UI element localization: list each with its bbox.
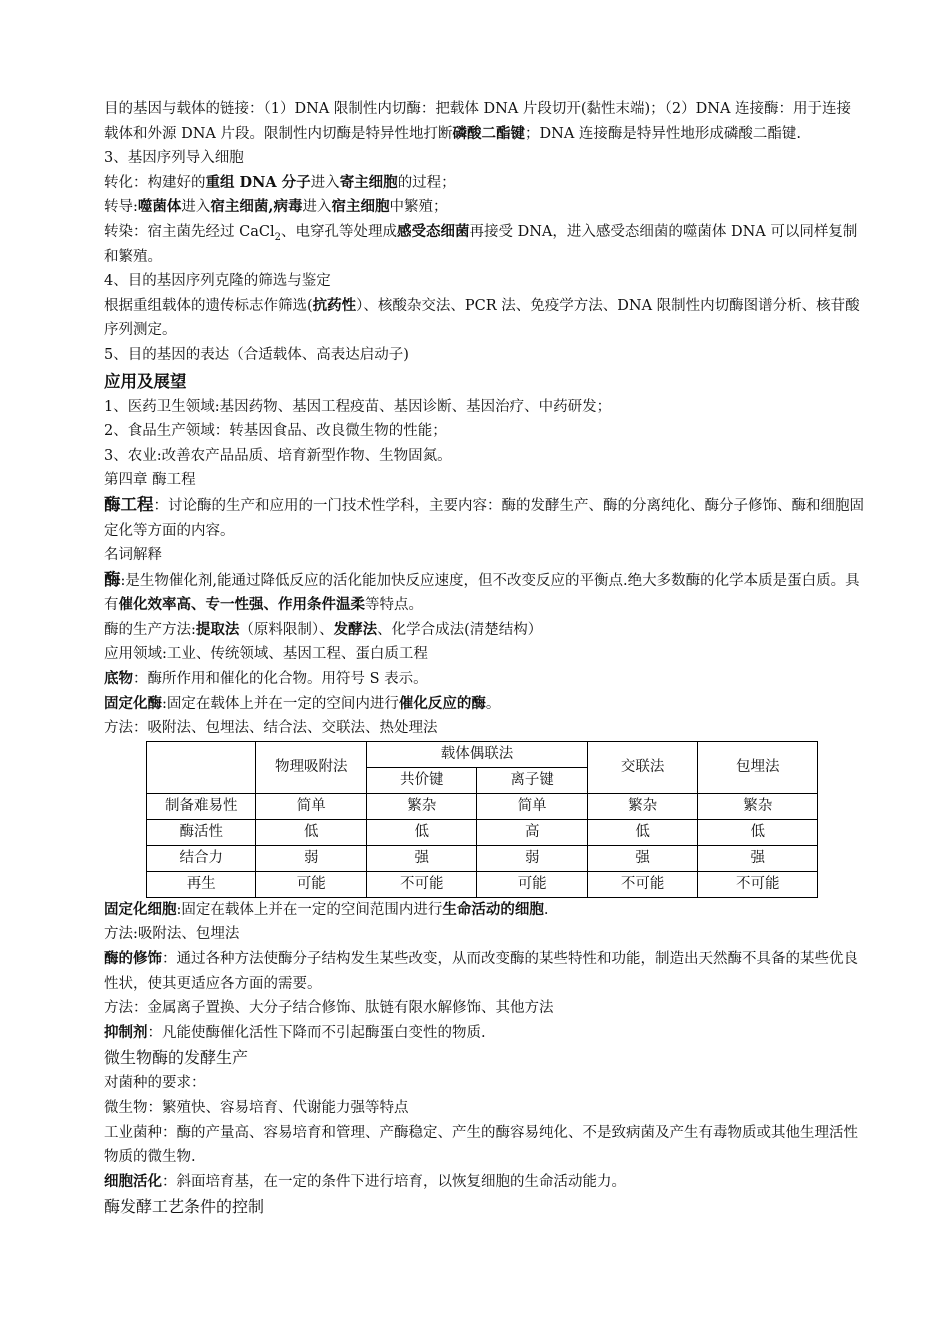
list-item: 3、农业:改善农产品品质、培育新型作物、生物固氮。	[104, 447, 452, 464]
bold-text: 固定化细胞	[104, 900, 177, 918]
table-row	[147, 793, 818, 819]
text: .	[543, 901, 549, 918]
paragraph-microbe: 微生物：繁殖快、容易培育、代谢能力强等特点	[104, 1100, 409, 1116]
text: 的过程；	[397, 174, 456, 191]
paragraph-transformation	[104, 171, 864, 196]
paragraph-enzyme-engineering	[104, 493, 864, 543]
paragraph-application-fields: 应用领域:工业、传统领域、基因工程、蛋白质工程	[104, 646, 428, 663]
text: :固定在载体上并在一定的空间内进行	[162, 695, 399, 712]
chapter-heading: 第四章 酶工程	[104, 472, 196, 489]
bold-text: 噬菌体	[137, 198, 182, 216]
section-heading-5: 5、目的基因的表达（合适载体、高表达启动子)	[104, 346, 409, 363]
term: 酶	[104, 569, 121, 589]
paragraph-methods: 方法:吸附法、包埋法	[104, 926, 240, 943]
text: 进入	[310, 174, 340, 191]
row-header: 制备难易性	[147, 793, 256, 819]
bold-text: 寄主细胞	[339, 173, 398, 191]
text: 转导:	[104, 199, 138, 216]
paragraph-modification	[104, 947, 864, 996]
text: ；DNA 连接酶是特异性地形成磷酸二酯键.	[525, 125, 802, 142]
paragraph-cell-activation	[104, 1170, 864, 1195]
column-subheader: 共价键	[366, 767, 476, 793]
bold-text: 底物	[104, 670, 133, 688]
table-cell: 弱	[477, 845, 587, 871]
text: 转化：构建好的	[104, 174, 206, 191]
text: ：酶所作用和催化的化合物。用符号 S 表示。	[133, 671, 428, 688]
text: ：凡能使酶催化活性下降而不引起酶蛋白变性的物质.	[147, 1024, 486, 1041]
text: 进入	[302, 199, 332, 216]
bold-text: 催化效率高、专一性强、作用条件温柔	[118, 596, 365, 614]
bold-text: 细胞活化	[104, 1172, 162, 1190]
paragraph-screening	[104, 294, 864, 343]
column-header: 包埋法	[698, 741, 818, 793]
text: ）、核酸杂交法、PCR 法、免疫学方法、DNA 限制性内切酶图谱分析、核苷酸序列测定。	[104, 297, 860, 339]
table-header-row	[147, 741, 818, 767]
text: 根据重组载体的遗传标志作筛选(	[104, 297, 313, 314]
text: 目的基因与载体的链接：（1）DNA 限制性内切酶：把载体 DNA 片段切开(黏性末端)；（2）DNA 连接酶：用于连接载体和外源 DNA 片段。限制性内切酶是特异性地打断	[104, 101, 852, 142]
table-cell: 低	[366, 819, 476, 845]
column-header: 物理吸附法	[256, 741, 366, 793]
text: 中繁殖；	[389, 199, 448, 216]
table-cell: 低	[256, 819, 366, 845]
table-cell: 不可能	[366, 871, 476, 897]
text: 转染：宿主菌先经过 CaCl	[104, 223, 275, 240]
section-heading-4: 4、目的基因序列克隆的筛选与鉴定	[104, 273, 331, 290]
heading-fermentation-control: 酶发酵工艺条件的控制	[104, 1197, 265, 1217]
table-cell: 可能	[477, 871, 587, 897]
paragraph-substrate	[104, 667, 864, 692]
heading-applications: 应用及展望	[104, 371, 187, 391]
text: ：通过各种方法使酶分子结构发生某些改变，从而改变酶的某些特性和功能，制造出天然酶不具备的某些优良性状，使其更适应各方面的需要。	[104, 951, 858, 992]
heading-microbial-fermentation: 微生物酶的发酵生产	[104, 1048, 249, 1068]
table-cell: 强	[698, 845, 818, 871]
table-cell: 低	[587, 819, 697, 845]
bold-text: 病毒	[273, 198, 303, 216]
table-cell: 繁杂	[587, 793, 697, 819]
bold-text: 生命活动的细胞	[442, 900, 544, 918]
column-header: 载体偶联法	[366, 741, 587, 767]
paragraph-ligation	[104, 97, 864, 146]
table-row	[147, 845, 818, 871]
table-row	[147, 819, 818, 845]
bold-text: 抑制剂	[104, 1023, 148, 1041]
list-item: 2、食品生产领域：转基因食品、改良微生物的性能；	[104, 423, 447, 440]
subscript: 2	[274, 231, 281, 243]
bold-text: 催化反应的酶	[398, 694, 486, 712]
subheading-glossary: 名词解释	[104, 547, 162, 564]
paragraph-methods: 方法：吸附法、包埋法、结合法、交联法、热处理法	[104, 720, 438, 737]
paragraph-transduction	[104, 195, 864, 220]
table-cell: 繁杂	[366, 793, 476, 819]
table-cell: 强	[587, 845, 697, 871]
paragraph-inhibitor	[104, 1021, 864, 1046]
table-cell: 低	[698, 819, 818, 845]
bold-text: 抗药性	[312, 296, 357, 314]
table-cell: 简单	[477, 793, 587, 819]
paragraph-immobilized-cell	[104, 898, 864, 923]
table-cell: 不可能	[587, 871, 697, 897]
paragraph-strain-requirements: 对菌种的要求：	[104, 1075, 206, 1092]
bold-text: 固定化酶	[104, 694, 162, 712]
text: 、化学合成法(清楚结构）	[377, 621, 543, 638]
bold-text: 宿主细菌	[210, 198, 269, 216]
row-header: 结合力	[147, 845, 256, 871]
text: （原料限制）、	[239, 621, 334, 638]
text: 酶的生产方法:	[104, 621, 196, 638]
table-row	[147, 871, 818, 897]
table-cell: 不可能	[698, 871, 818, 897]
text: :固定在载体上并在一定的空间范围内进行	[176, 901, 443, 918]
row-header: 再生	[147, 871, 256, 897]
document-page	[104, 97, 864, 1220]
table-cell: 高	[477, 819, 587, 845]
row-header: 酶活性	[147, 819, 256, 845]
paragraph-production-methods	[104, 618, 864, 643]
table-cell: 弱	[256, 845, 366, 871]
section-heading-3: 3、基因序列导入细胞	[104, 150, 244, 167]
bold-text: 磷酸二酯键	[452, 124, 526, 142]
table-cell: 简单	[256, 793, 366, 819]
bold-text: 感受态细菌	[396, 222, 470, 240]
text: 、电穿孔等处理成	[280, 223, 397, 240]
text: ：斜面培育基，在一定的条件下进行培育，以恢复细胞的生命活动能力。	[162, 1173, 626, 1190]
term: 酶工程	[104, 494, 154, 514]
paragraph-immobilized-enzyme	[104, 692, 864, 717]
text: 等特点。	[365, 597, 423, 614]
list-item: 1、医药卫生领域:基因药物、基因工程疫苗、基因诊断、基因治疗、中药研发；	[104, 398, 612, 415]
text: :是生物催化剂,能通过降低反应的活化能加快反应速度，但不改变反应的平衡点.绝大多数酶的化学本质是蛋白质。具有	[104, 572, 860, 614]
bold-text: 重组 DNA 分子	[205, 173, 311, 191]
text: 再接受 DNA，进入感受态细菌的噬菌体 DNA 可以同样复制和繁殖。	[104, 223, 858, 265]
table-corner-cell	[147, 741, 256, 793]
table-cell: 繁杂	[698, 793, 818, 819]
paragraph-industrial-strain: 工业菌种：酶的产量高、容易培育和管理、产酶稳定、产生的酶容易纯化、不是致病菌及产生有毒物质或其他生理活性物质的微生物.	[104, 1124, 858, 1166]
text: 进入	[181, 199, 211, 216]
bold-text: ,	[268, 198, 274, 216]
bold-text: 提取法	[195, 620, 240, 638]
paragraph-transfection	[104, 220, 864, 269]
text: ：讨论酶的生产和应用的一门技术性学科，主要内容：酶的发酵生产、酶的分离纯化、酶分子修饰、酶和细胞固定化等方面的内容。	[104, 497, 864, 539]
column-header: 交联法	[587, 741, 697, 793]
text: 。	[485, 695, 501, 712]
bold-text: 发酵法	[333, 620, 378, 638]
bold-text: 酶的修饰	[104, 950, 162, 968]
paragraph-enzyme	[104, 568, 864, 618]
bold-text: 宿主细胞	[331, 198, 390, 216]
column-subheader: 离子键	[477, 767, 587, 793]
table-cell: 可能	[256, 871, 366, 897]
comparison-table	[146, 741, 818, 898]
table-cell: 强	[366, 845, 476, 871]
paragraph-methods: 方法：金属离子置换、大分子结合修饰、肽链有限水解修饰、其他方法	[104, 1000, 554, 1017]
